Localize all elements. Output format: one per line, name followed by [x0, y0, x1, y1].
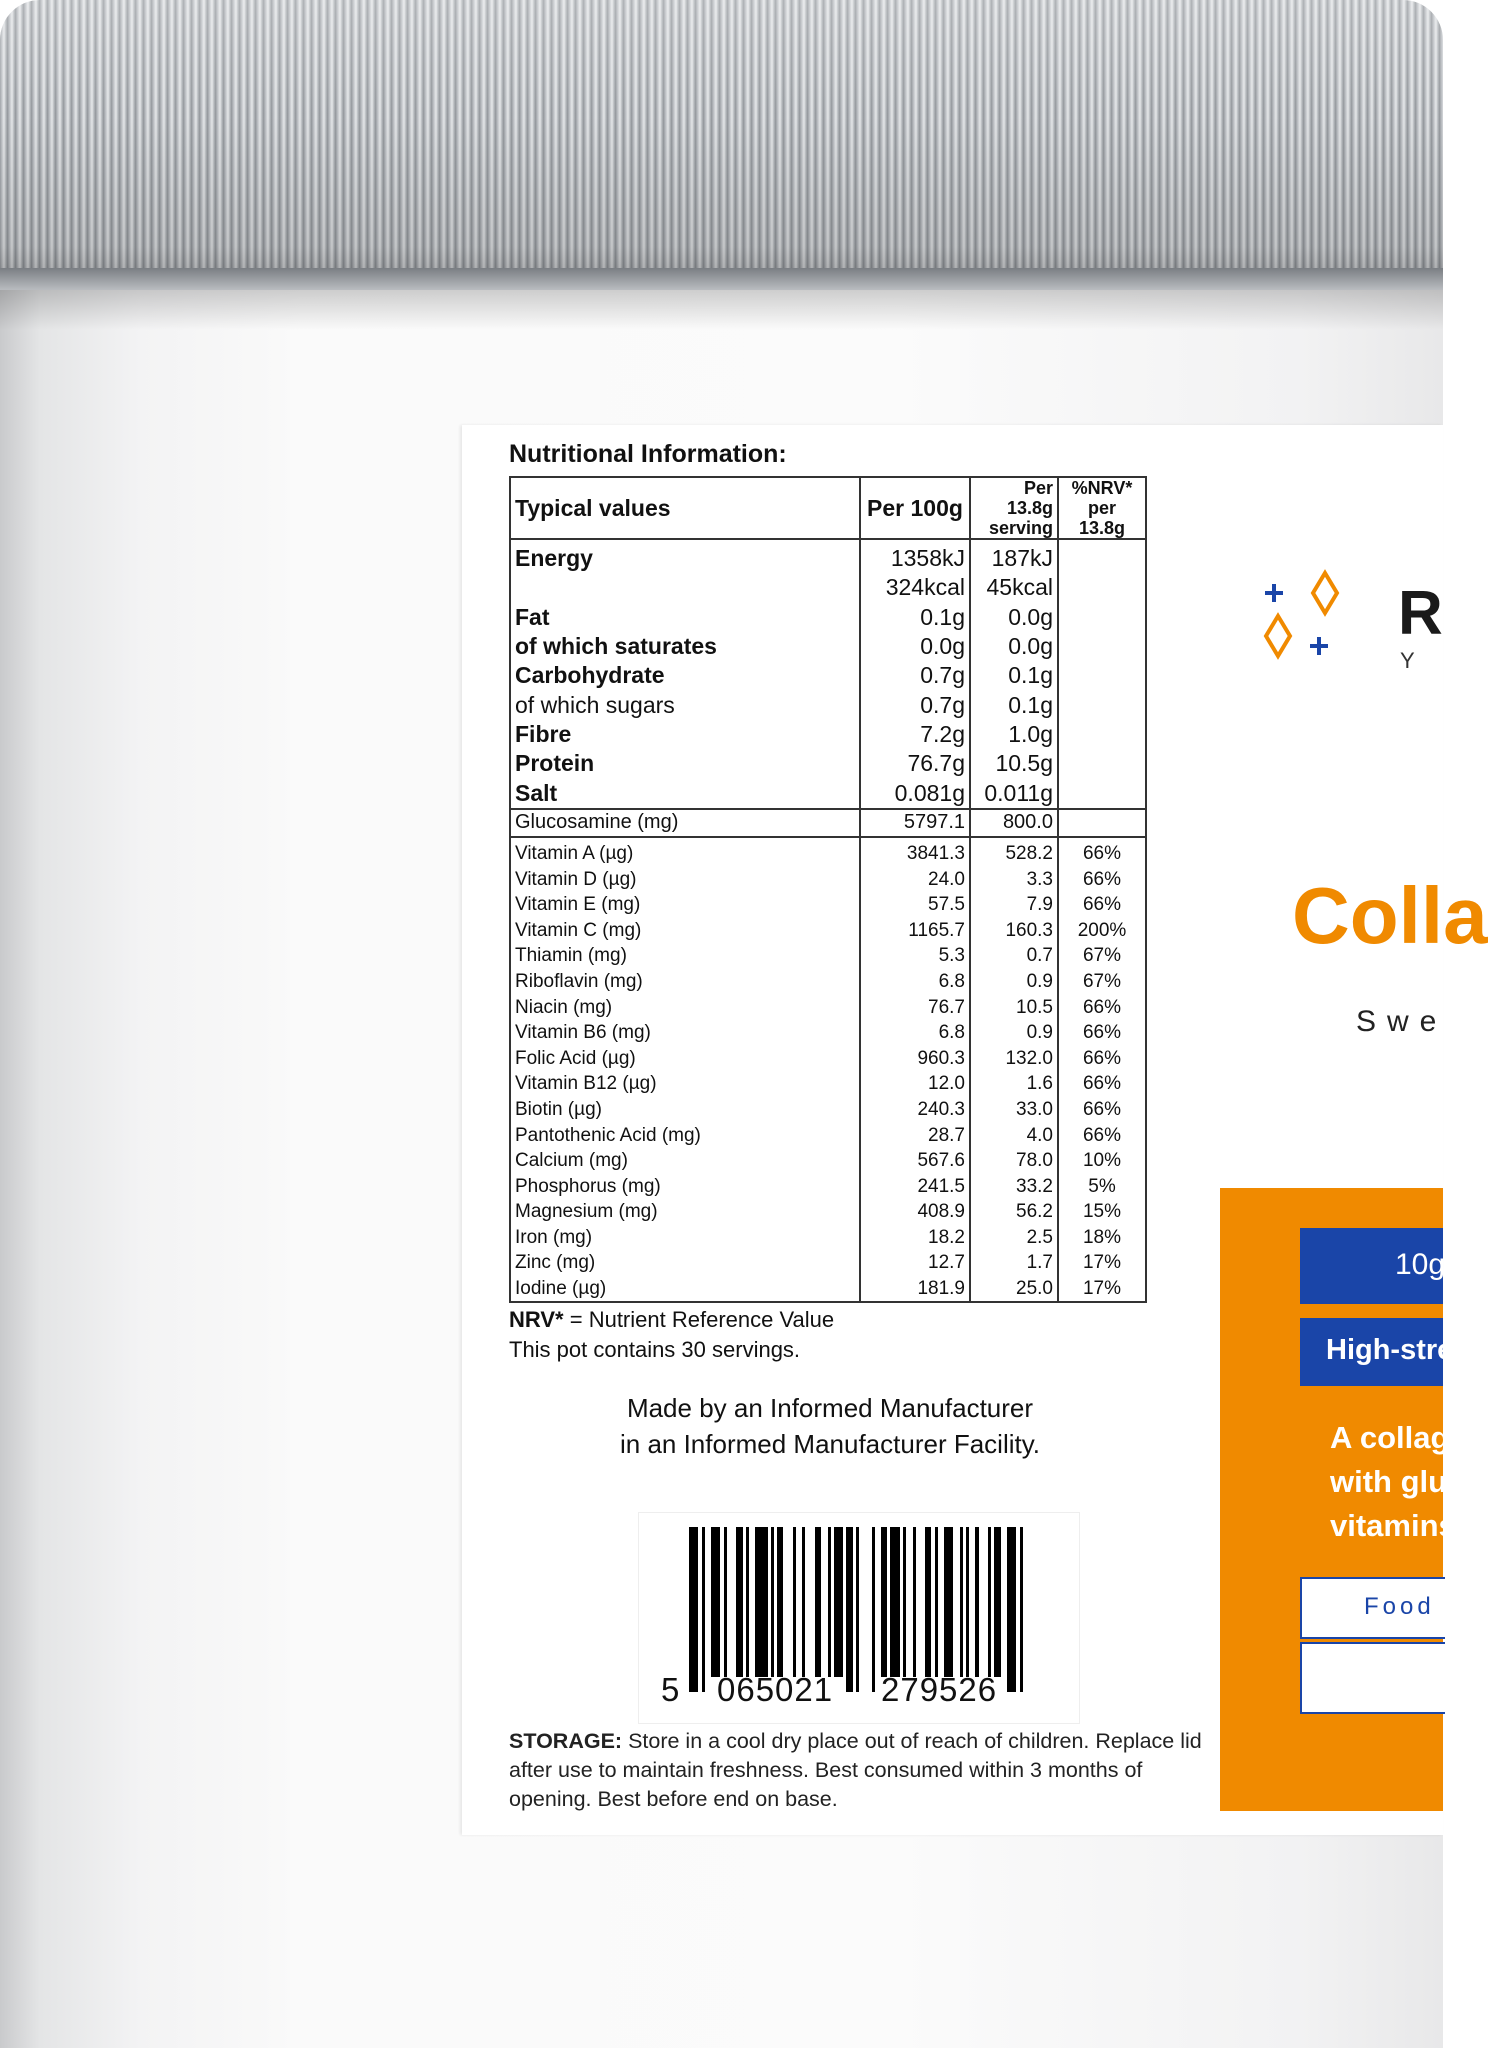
- per-serving-value: 78.0: [970, 1148, 1058, 1174]
- per100-value: 5797.1: [860, 809, 970, 837]
- nrv-value: 66%: [1058, 1097, 1146, 1123]
- manufacturer-line1: Made by an Informed Manufacturer: [626, 1393, 1034, 1423]
- vitamin-row: [510, 1148, 1146, 1174]
- nutrition-row: [510, 749, 1146, 778]
- barcode: [638, 1512, 1080, 1724]
- vitamin-row: [510, 1122, 1146, 1148]
- sparkle-logo-icon: [1255, 568, 1350, 673]
- barcode-group-right: 279526: [881, 1671, 998, 1708]
- header-per100: Per 100g: [860, 477, 970, 539]
- nutrition-row: [510, 603, 1146, 632]
- nrv-value: 10%: [1058, 1148, 1146, 1174]
- barcode-bar: [724, 1527, 727, 1677]
- barcode-bar: [872, 1527, 875, 1692]
- nutrient-label: Vitamin B12 (µg): [510, 1071, 860, 1097]
- dose-badge-text: 10g: [1395, 1248, 1446, 1281]
- per100-value: 28.7: [860, 1122, 970, 1148]
- barcode-bar: [702, 1527, 705, 1692]
- header-per-serving: [970, 477, 1058, 539]
- barcode-bar: [925, 1527, 931, 1677]
- per-serving-value: 1.7: [970, 1250, 1058, 1276]
- vitamin-row: [510, 837, 1146, 867]
- nutrient-label: Fat: [510, 603, 860, 632]
- barcode-bars: [689, 1527, 1029, 1677]
- per-serving-value: 3.3: [970, 866, 1058, 892]
- per-serving-value: 132.0: [970, 1045, 1058, 1071]
- per-serving-value: 25.0: [970, 1276, 1058, 1303]
- nutrient-label: Riboflavin (mg): [510, 969, 860, 995]
- per-serving-value: 0.0g: [970, 603, 1058, 632]
- per100-value: 76.7g: [860, 749, 970, 778]
- barcode-bar: [881, 1527, 887, 1677]
- per100-value: 0.7g: [860, 690, 970, 719]
- nutrient-label: Salt: [510, 778, 860, 808]
- per-serving-value: 0.1g: [970, 661, 1058, 690]
- nrv-value: [1058, 749, 1146, 778]
- barcode-bar: [1020, 1527, 1023, 1692]
- per100-value: 24.0: [860, 866, 970, 892]
- vitamin-row: [510, 1276, 1146, 1303]
- vitamin-row: [510, 892, 1146, 918]
- per100-value: 18.2: [860, 1225, 970, 1251]
- per-serving-value: 33.2: [970, 1173, 1058, 1199]
- manufacturer-line2: in an Informed Manufacturer Facility.: [619, 1429, 1041, 1459]
- per-serving-value: 1.6: [970, 1071, 1058, 1097]
- per-serving-value: 160.3: [970, 917, 1058, 943]
- nutrient-label: Niacin (mg): [510, 994, 860, 1020]
- nutrient-label: of which saturates: [510, 632, 860, 661]
- vitamin-row: [510, 1097, 1146, 1123]
- barcode-bar: [846, 1527, 852, 1692]
- per-serving-value: 7.9: [970, 892, 1058, 918]
- nutrient-label: Vitamin C (mg): [510, 917, 860, 943]
- barcode-group-left: 065021: [717, 1671, 834, 1708]
- nutrient-label: Folic Acid (µg): [510, 1045, 860, 1071]
- nrv-value: 18%: [1058, 1225, 1146, 1251]
- nrv-definition: [509, 1305, 834, 1335]
- nrv-value: 66%: [1058, 1020, 1146, 1046]
- brand-logo-text: R: [1398, 579, 1443, 648]
- nutrient-label: Vitamin A (µg): [510, 837, 860, 867]
- nutrient-label: Vitamin B6 (mg): [510, 1020, 860, 1046]
- nutrition-row: [510, 573, 1146, 602]
- nrv-value: 17%: [1058, 1250, 1146, 1276]
- barcode-bar: [815, 1527, 821, 1677]
- header-nrv-line1: %NRV*: [1071, 478, 1133, 498]
- barcode-bar: [771, 1527, 774, 1677]
- nutrition-row: [510, 778, 1146, 808]
- empty-white-box: [1300, 1642, 1445, 1714]
- barcode-bar: [994, 1527, 1000, 1677]
- barcode-bar: [746, 1527, 749, 1677]
- nrv-value: 66%: [1058, 1071, 1146, 1097]
- barcode-bar: [777, 1527, 783, 1677]
- per100-value: 960.3: [860, 1045, 970, 1071]
- per100-value: 0.7g: [860, 661, 970, 690]
- product-description: [1300, 1390, 1467, 1570]
- barcode-bar: [802, 1527, 805, 1677]
- per100-value: 1165.7: [860, 917, 970, 943]
- barcode-bar: [793, 1527, 796, 1677]
- per-serving-value: 0.7: [970, 943, 1058, 969]
- storage-text: Store in a cool dry place out of reach of children. Replace lid after use to maintain freshness. Best consumed within 3 months of opening. Best before end on base.: [509, 1729, 1202, 1811]
- per-serving-value: 0.011g: [970, 778, 1058, 808]
- nutrient-label: Protein: [510, 749, 860, 778]
- per-serving-value: 45kcal: [970, 573, 1058, 602]
- nutrition-row: [510, 632, 1146, 661]
- vitamin-row: [510, 1250, 1146, 1276]
- vitamin-row: [510, 1199, 1146, 1225]
- barcode-first-digit: 5: [661, 1671, 681, 1708]
- per100-value: 1358kJ: [860, 539, 970, 573]
- strength-badge: [1300, 1318, 1454, 1386]
- flavor-name: Swe: [1356, 1005, 1448, 1038]
- nrv-value: 66%: [1058, 837, 1146, 867]
- nrv-value: [1058, 661, 1146, 690]
- per100-value: 3841.3: [860, 837, 970, 867]
- barcode-bar: [960, 1527, 963, 1677]
- food-supplement-text: Food: [1364, 1593, 1435, 1620]
- vitamin-row: [510, 969, 1146, 995]
- per100-value: 240.3: [860, 1097, 970, 1123]
- lid-shadow: [0, 290, 1443, 330]
- nrv-value: [1058, 720, 1146, 749]
- nrv-definition-text: = Nutrient Reference Value: [563, 1307, 835, 1332]
- nutrient-label: Carbohydrate: [510, 661, 860, 690]
- manufacturer-statement: [560, 1390, 1100, 1462]
- per-serving-value: 0.1g: [970, 690, 1058, 719]
- barcode-bar: [828, 1527, 831, 1677]
- barcode-bar: [755, 1527, 768, 1677]
- vitamin-row: [510, 1173, 1146, 1199]
- nutrient-label: Phosphorus (mg): [510, 1173, 860, 1199]
- strength-badge-text: High-stre: [1326, 1334, 1454, 1366]
- vitamin-row: [510, 1045, 1146, 1071]
- per-serving-value: 1.0g: [970, 720, 1058, 749]
- vitamin-row: [510, 994, 1146, 1020]
- per100-value: 5.3: [860, 943, 970, 969]
- per100-value: 567.6: [860, 1148, 970, 1174]
- lid-rim: [0, 268, 1443, 290]
- product-name: Colla: [1292, 871, 1488, 960]
- header-per-serving-line2: serving: [988, 518, 1053, 538]
- dose-badge: [1300, 1228, 1446, 1304]
- nrv-value: 66%: [1058, 892, 1146, 918]
- barcode-bar: [935, 1527, 938, 1677]
- nrv-value: [1058, 690, 1146, 719]
- barcode-bar: [1007, 1527, 1016, 1692]
- nutrient-label: Glucosamine (mg): [510, 809, 860, 837]
- tub-lid: [0, 0, 1443, 290]
- description-line2: with gluc: [1330, 1464, 1465, 1499]
- per100-value: 6.8: [860, 1020, 970, 1046]
- nutrient-label: Zinc (mg): [510, 1250, 860, 1276]
- nrv-value: 66%: [1058, 1122, 1146, 1148]
- per100-value: 57.5: [860, 892, 970, 918]
- per-serving-value: 33.0: [970, 1097, 1058, 1123]
- nutrition-header-row: [510, 477, 1146, 539]
- header-per-serving-line1: Per 13.8g: [1006, 478, 1053, 518]
- vitamin-row: [510, 1020, 1146, 1046]
- nrv-value: [1058, 778, 1146, 808]
- barcode-bar: [966, 1527, 969, 1677]
- barcode-bar: [903, 1527, 906, 1677]
- nutrient-label: Thiamin (mg): [510, 943, 860, 969]
- per-serving-value: 0.9: [970, 969, 1058, 995]
- glucosamine-row: [510, 809, 1146, 837]
- description-line1: A collage: [1330, 1420, 1467, 1455]
- nutrition-row: [510, 720, 1146, 749]
- description-line3: vitamins: [1330, 1508, 1456, 1543]
- nrv-value: 66%: [1058, 1045, 1146, 1071]
- per100-value: 12.0: [860, 1071, 970, 1097]
- storage-instructions: [509, 1727, 1209, 1814]
- per-serving-value: 187kJ: [970, 539, 1058, 573]
- nutrition-row: [510, 661, 1146, 690]
- nrv-abbrev: NRV*: [509, 1307, 564, 1332]
- barcode-bar: [856, 1527, 859, 1692]
- brand-subtext: Y: [1400, 648, 1421, 673]
- per-serving-value: 56.2: [970, 1199, 1058, 1225]
- nutrition-row: [510, 539, 1146, 573]
- per-serving-value: 2.5: [970, 1225, 1058, 1251]
- nrv-value: 15%: [1058, 1199, 1146, 1225]
- per-serving-value: 10.5g: [970, 749, 1058, 778]
- header-nrv: [1058, 477, 1146, 539]
- nutrient-label: Vitamin D (µg): [510, 866, 860, 892]
- nrv-value: 67%: [1058, 943, 1146, 969]
- per100-value: 6.8: [860, 969, 970, 995]
- barcode-bar: [736, 1527, 742, 1677]
- per100-value: 7.2g: [860, 720, 970, 749]
- barcode-bar: [834, 1527, 843, 1677]
- nrv-value: 66%: [1058, 994, 1146, 1020]
- nutrient-label: Pantothenic Acid (mg): [510, 1122, 860, 1148]
- nrv-value: [1058, 632, 1146, 661]
- per-serving-value: 0.0g: [970, 632, 1058, 661]
- per100-value: 0.081g: [860, 778, 970, 808]
- nutrient-label: Energy: [510, 539, 860, 573]
- per100-value: 181.9: [860, 1276, 970, 1303]
- nutrient-label: [510, 573, 860, 602]
- vitamin-row: [510, 917, 1146, 943]
- nrv-value: 17%: [1058, 1276, 1146, 1303]
- per-serving-value: 528.2: [970, 837, 1058, 867]
- nrv-value: [1058, 603, 1146, 632]
- per100-value: 0.1g: [860, 603, 970, 632]
- nrv-value: [1058, 809, 1146, 837]
- barcode-bar: [988, 1527, 991, 1677]
- header-typical: Typical values: [510, 477, 860, 539]
- per100-value: 76.7: [860, 994, 970, 1020]
- servings-note: This pot contains 30 servings.: [509, 1337, 801, 1362]
- nutrient-label: Calcium (mg): [510, 1148, 860, 1174]
- barcode-bar: [944, 1527, 953, 1677]
- vitamin-row: [510, 1225, 1146, 1251]
- per100-value: 0.0g: [860, 632, 970, 661]
- nrv-value: 67%: [1058, 969, 1146, 995]
- nutrient-label: Fibre: [510, 720, 860, 749]
- nutrition-table: [509, 476, 1147, 1303]
- nutrition-row: [510, 690, 1146, 719]
- nrv-value: 66%: [1058, 866, 1146, 892]
- nutrient-label: Iron (mg): [510, 1225, 860, 1251]
- per-serving-value: 800.0: [970, 809, 1058, 837]
- nutrient-label: Iodine (µg): [510, 1276, 860, 1303]
- header-nrv-line2: per 13.8g: [1078, 498, 1126, 538]
- nrv-value: [1058, 573, 1146, 602]
- barcode-bar: [711, 1527, 720, 1677]
- nrv-value: 200%: [1058, 917, 1146, 943]
- barcode-bar: [890, 1527, 899, 1677]
- nutrient-label: of which sugars: [510, 690, 860, 719]
- per100-value: 12.7: [860, 1250, 970, 1276]
- nrv-footnote: [509, 1305, 834, 1365]
- vitamin-row: [510, 866, 1146, 892]
- per-serving-value: 4.0: [970, 1122, 1058, 1148]
- barcode-bar: [689, 1527, 698, 1692]
- nutrient-label: Vitamin E (mg): [510, 892, 860, 918]
- nutrient-label: Biotin (µg): [510, 1097, 860, 1123]
- storage-label: STORAGE:: [509, 1729, 623, 1753]
- vitamin-row: [510, 1071, 1146, 1097]
- barcode-bar: [975, 1527, 978, 1677]
- barcode-bar: [913, 1527, 916, 1677]
- per100-value: 241.5: [860, 1173, 970, 1199]
- nutrition-title: Nutritional Information:: [509, 440, 787, 468]
- nutrient-label: Magnesium (mg): [510, 1199, 860, 1225]
- vitamin-row: [510, 943, 1146, 969]
- per100-value: 408.9: [860, 1199, 970, 1225]
- per-serving-value: 10.5: [970, 994, 1058, 1020]
- per100-value: 324kcal: [860, 573, 970, 602]
- nrv-value: [1058, 539, 1146, 573]
- per-serving-value: 0.9: [970, 1020, 1058, 1046]
- nrv-value: 5%: [1058, 1173, 1146, 1199]
- food-supplement-box: [1300, 1577, 1445, 1639]
